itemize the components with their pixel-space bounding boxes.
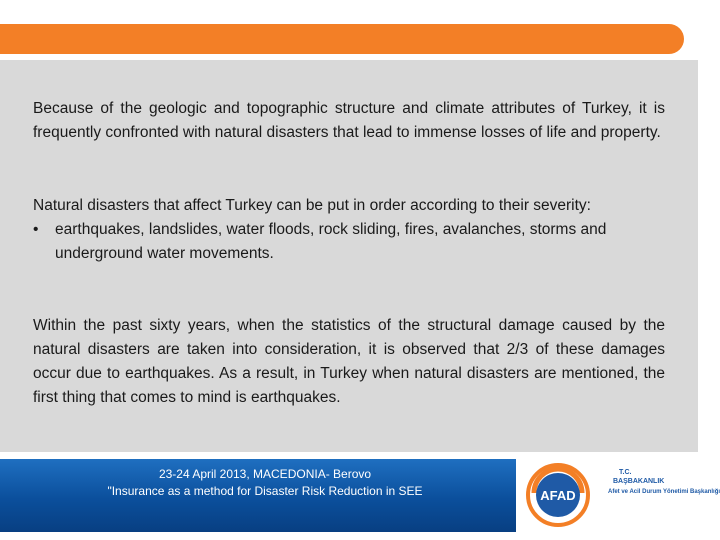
list-item-text: earthquakes, landslides, water floods, rock sliding, fires, avalanches, storms and underground water movements. [55, 221, 607, 262]
afad-logo-text: AFAD [540, 488, 576, 503]
org-tc-label: T.C. [619, 469, 632, 476]
paragraph-statistics: Within the past sixty years, when the statistics of the structural damage caused by the natural disasters are taken into consideration, it is observed that 2/3 of these damages occur due to earthquakes. As a result, in Turkey when natural disasters are mentioned, the first thing that comes to mind is earthquakes. [33, 317, 665, 406]
bullet-icon: • [33, 221, 39, 238]
org-name-secondary: Afet ve Acil Durum Yönetimi Başkanlığı [608, 489, 720, 495]
footer-event-title: "Insurance as a method for Disaster Risk Reduction in SEE [107, 484, 423, 498]
header-accent-bar [0, 24, 684, 54]
paragraph-disaster-intro: Natural disasters that affect Turkey can be put in order according to their severity: [33, 197, 591, 214]
footer-caption [0, 466, 530, 500]
afad-logo-icon [526, 463, 590, 527]
list-item [33, 218, 665, 266]
footer-date-location: 23-24 April 2013, MACEDONIA- Berovo [158, 467, 372, 481]
paragraph-disaster-list [33, 194, 665, 266]
org-name-primary: BAŞBAKANLIK [613, 478, 665, 485]
paragraph-geology: Because of the geologic and topographic structure and climate attributes of Turkey, it is frequently confronted with natural disasters that lead to immense losses of life and property. [33, 100, 665, 141]
afad-logo-area [516, 459, 720, 532]
